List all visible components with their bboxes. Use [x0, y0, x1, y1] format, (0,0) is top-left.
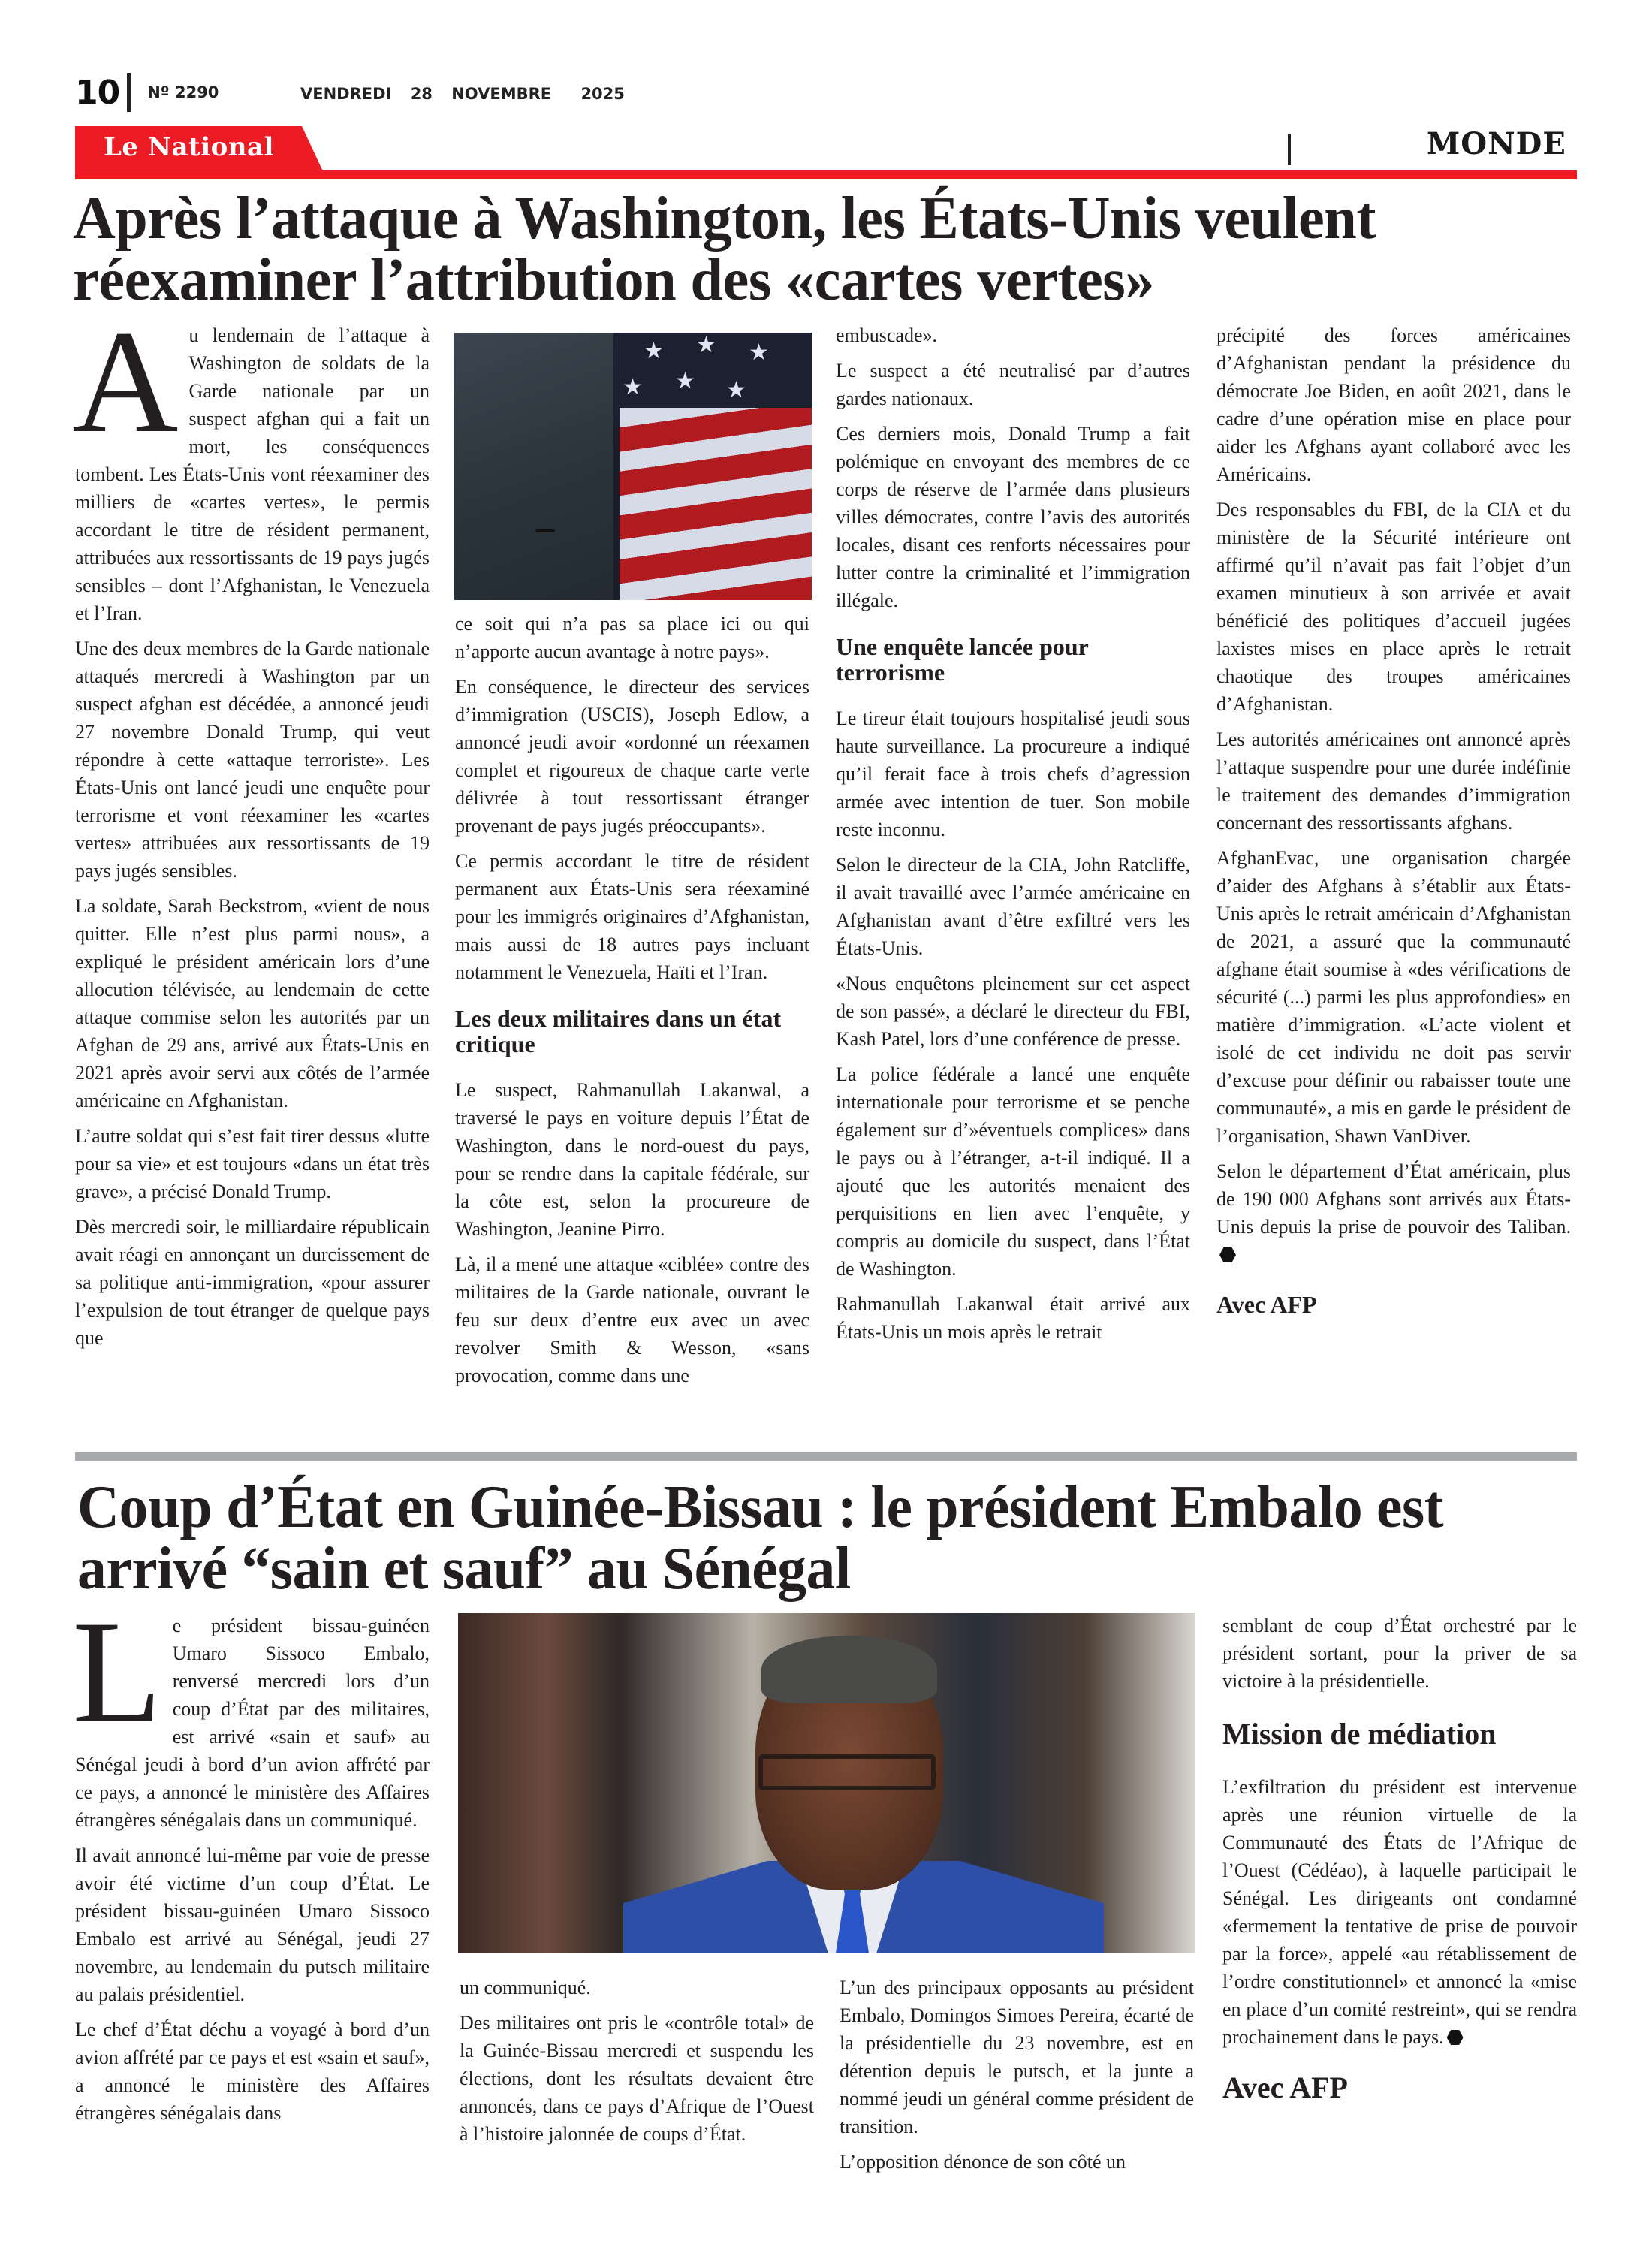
flag-stripes: [620, 408, 812, 600]
paragraph: embuscade».: [836, 324, 938, 346]
paragraph: «Nous enquêtons pleinement sur cet aspect de son passé», a déclaré le directeur du FBI, Kash Patel, lors d’une conférence de presse.: [836, 973, 1190, 1050]
article1-column-2: [455, 610, 809, 1397]
folio-separator: [127, 73, 131, 112]
article2-byline: Avec AFP: [1222, 2071, 1348, 2104]
section-rule: [75, 170, 1577, 179]
article2-headline: Coup d’État en Guinée-Bissau : le président Embalo est arrivé “sain et sauf” au Sénégal: [77, 1474, 1444, 1602]
dropcap: L: [72, 1591, 162, 1754]
paragraph: Là, il a mené une attaque «ciblée» contre des militaires de la Garde nationale, ouvrant le feu sur deux d’entre eux avec un avec revolver Smith & Wesson, «sans provocation, comme dans une: [455, 1253, 809, 1386]
newspaper-brand: Le National: [104, 132, 274, 162]
article2-subhead: Mission de médiation: [1222, 1717, 1497, 1751]
article2-column-4: [1222, 1612, 1577, 2109]
article-divider: [75, 1452, 1577, 1461]
date-year: 2025: [580, 85, 625, 103]
paragraph: Des militaires ont pris le «contrôle total» de la Guinée-Bissau mercredi et suspendu les élections, dont les résultats devaient être annoncés, dans ce pays d’Afrique de l’Ouest à l’histoire jalonnée de coups d’État.: [460, 2012, 814, 2145]
paragraph: précipité des forces américaines d’Afghanistan pendant la présidence du démocrate Joe Biden, en août 2021, dans le cadre d’une opération mise en place pour aider les Afghans ayant collaboré avec les Américains.: [1216, 324, 1571, 485]
airplane-silhouette: [535, 529, 555, 532]
article2-photo-embalo-portrait: [458, 1613, 1195, 1953]
paragraph: Il avait annoncé lui-même par voie de presse avoir été victime d’un coup d’État. Le président bissau-guinéen Umaro Sissoco Embalo est arrivé au Sénégal, jeudi 27 novembre, au lendemain du putsch militaire au palais présidentiel.: [75, 1844, 430, 2005]
paragraph: L’un des principaux opposants au président Embalo, Domingos Simoes Pereira, écarté de la présidentielle du 23 novembre, est en détention depuis le putsch, et la junte a nommé jeudi un général comme président de transition.: [840, 1977, 1194, 2137]
date-day: 28: [410, 85, 433, 103]
paragraph: Une des deux membres de la Garde nationale attaqués mercredi à Washington par un suspect afghan est décédée, a annoncé jeudi 27 novembre Donald Trump, qui veut répondre à cette «attaque terroriste». Les États-Unis ont lancé jeudi une enquête pour terrorisme et vont réexaminer les «cartes vertes» attribuées aux ressortissants de 19 pays jugés sensibles.: [75, 638, 430, 882]
paragraph: Le suspect a été neutralisé par d’autres gardes nationaux.: [836, 360, 1190, 409]
portrait-glasses: [758, 1754, 936, 1790]
paragraph: Ce permis accordant le titre de résident permanent aux États-Unis sera réexaminé pour les immigrés originaires d’Afghanistan, mais aussi de 18 autres pays incluant notamment le Venezuela, Haïti et l’Iran.: [455, 850, 809, 983]
paragraph: La police fédérale a lancé une enquête internationale pour terrorisme et se penche également sur d’»éventuels complices» dans le pays ou à l’étranger, a-t-il indiqué. Il a ajouté que les autorités menaient des perquisitions en lien avec l’enquête, y compris au domicile du suspect, dans l’État de Washington.: [836, 1063, 1190, 1280]
portrait-hair: [761, 1636, 937, 1703]
article1-subhead-1: Les deux militaires dans un état critique: [455, 1005, 782, 1057]
rubric-separator: [1288, 134, 1291, 165]
section-rubric: MONDE: [1427, 126, 1566, 161]
star-icon: ★: [726, 378, 746, 403]
article1-subhead-2: Une enquête lancée pour terrorisme: [836, 633, 1089, 686]
paragraph: semblant de coup d’État orchestré par le président sortant, pour la priver de sa victoire à la présidentielle.: [1222, 1615, 1577, 1692]
article1-photo-us-flag: [454, 333, 812, 600]
article1-lede: Au lendemain de l’attaque à Washington de soldats de la Garde nationale par un suspect afghan qui a fait un mort, les conséquences tombent. Les États-Unis vont réexaminer des milliers de «cartes vertes», le permis accordant le titre de résident permanent, attribuées aux ressortissants de 19 pays jugés sensibles – dont l’Afghanistan, le Venezuela et l’Iran.: [72, 300, 430, 624]
star-icon: ★: [644, 339, 664, 363]
end-of-article-icon: [1219, 1247, 1236, 1262]
paragraph: ce soit qui n’a pas sa place ici ou qui n’apporte aucun avantage à notre pays».: [455, 613, 809, 662]
paragraph: AfghanEvac, une organisation chargée d’aider des Afghans à s’établir aux États-Unis après le retrait américain d’Afghanistan de 2021, a assuré que la communauté afghane était soumise à «des vérifications de sécurité (...) parmi les plus approfondies» en matière d’immigration. «L’acte violent et isolé de cet individu ne doit pas servir d’excuse pour définir ou rabaisser toute une communauté», a mis en garde le président de l’organisation, Shawn VanDiver.: [1216, 847, 1571, 1147]
article2-column-2: [460, 1974, 814, 2155]
article2-lede: Le président bissau-guinéen Umaro Sissoco Embalo, renversé mercredi lors d’un coup d’État par des militaires, est arrivé «sain et sauf» au Sénégal jeudi à bord d’un avion affrété par ce pays, a annoncé le ministère des Affaires étrangères sénégalais dans un communiqué.: [72, 1591, 430, 1831]
paragraph: Des responsables du FBI, de la CIA et du ministère de la Sécurité intérieure ont affirmé qu’il n’avait pas fait l’objet d’un examen minutieux à son arrivée et avait bénéficié des politiques d’accueil jugées laxistes mises en place après le retrait chaotique des troupes américaines d’Afghanistan.: [1216, 499, 1571, 715]
dropcap: A: [72, 300, 179, 463]
paragraph: La soldate, Sarah Beckstrom, «vient de nous quitter. Elle n’est plus parmi nous», a expliqué le président américain lors d’une allocution télévisée, au lendemain de cette attaque commise selon les autorités par un Afghan de 29 ans, arrivé aux États-Unis en 2021 après avoir servi aux côtés de l’armée américaine en Afghanistan.: [75, 895, 430, 1111]
article1-column-1: [72, 300, 430, 1359]
article1-byline: Avec AFP: [1216, 1291, 1317, 1318]
star-icon: ★: [749, 340, 769, 365]
paragraph: Le chef d’État déchu a voyagé à bord d’un avion affrété par ce pays et est «sain et sauf», a annoncé le ministère des Affaires étrangères sénégalais dans: [75, 2019, 430, 2124]
article2-column-1: [72, 1591, 430, 2134]
us-flag: [613, 333, 812, 600]
date-month: NOVEMBRE: [451, 85, 552, 103]
paragraph: L’autre soldat qui s’est fait tirer dessus «lutte pour sa vie» et est toujours «dans un état très grave», a précisé Donald Trump.: [75, 1125, 430, 1202]
star-icon: ★: [675, 369, 695, 394]
paragraph: Rahmanullah Lakanwal était arrivé aux États-Unis un mois après le retrait: [836, 1293, 1190, 1343]
folio: [75, 72, 219, 113]
star-icon: ★: [623, 375, 643, 400]
article2-closing-paragraph: L’exfiltration du président est intervenue après une réunion virtuelle de la Communauté des États de l’Afrique de l’Ouest (Cédéao), à laquelle participait le Sénégal. Les dirigeants ont condamné «fermement la tentative de prise de pouvoir par la force», appelé «au rétablissement de l’ordre constitutionnel» et annoncé la «mise en place d’un comité restreint», qui se rendra prochainement dans le pays.: [1222, 1776, 1577, 2048]
paragraph: Dès mercredi soir, le milliardaire républicain avait réagi en annonçant un durcissement de sa politique anti-immigration, «pour assurer l’expulsion de tout étranger de quelque pays que: [75, 1216, 430, 1349]
issue-number: Nº 2290: [147, 83, 219, 101]
article2-column-3: [840, 1974, 1194, 2183]
paragraph: L’opposition dénonce de son côté un: [840, 2151, 1126, 2173]
article1-closing-paragraph: Selon le département d’État américain, plus de 190 000 Afghans sont arrivés aux États-Unis depuis la prise de pouvoir des Taliban.: [1216, 1157, 1571, 1268]
dateline: [300, 85, 625, 103]
paragraph: Ces derniers mois, Donald Trump a fait polémique en envoyant des membres de ce corps de réserve de l’armée dans plusieurs villes démocrates, contre l’avis des autorités locales, disant ces renforts nécessaires pour lutter contre la criminalité et l’immigration illégale.: [836, 423, 1190, 611]
star-icon: ★: [696, 333, 716, 357]
date-weekday: VENDREDI: [300, 85, 392, 103]
article1-column-4: [1216, 321, 1571, 1326]
paragraph: Le suspect, Rahmanullah Lakanwal, a traversé le pays en voiture depuis l’État de Washington, dans le nord-ouest du pays, pour se rendre dans la capitale fédérale, sur la côte est, selon la procureure de Washington, Jeanine Pirro.: [455, 1079, 809, 1240]
article1-column-3: [836, 321, 1190, 1353]
end-of-article-icon: [1447, 2030, 1464, 2045]
paragraph: un communiqué.: [460, 1977, 591, 1998]
page-number: 10: [75, 73, 120, 112]
paragraph: Selon le directeur de la CIA, John Ratcliffe, il avait travaillé avec l’armée américaine en Afghanistan avant d’être exfiltré vers les États-Unis.: [836, 854, 1190, 959]
paragraph: En conséquence, le directeur des services d’immigration (USCIS), Joseph Edlow, a annoncé jeudi avoir «ordonné un réexamen complet et rigoureux de chaque carte verte délivrée à tout ressortissant étranger provenant de pays jugés préoccupants».: [455, 676, 809, 837]
paragraph: Les autorités américaines ont annoncé après l’attaque suspendre pour une durée indéfinie le traitement des demandes d’immigration concernant des ressortissants afghans.: [1216, 728, 1571, 834]
paragraph: Le tireur était toujours hospitalisé jeudi sous haute surveillance. La procureure a indiqué qu’il ferait face à trois chefs d’agression armée avec intention de tuer. Son mobile reste inconnu.: [836, 707, 1190, 840]
article1-headline: Après l’attaque à Washington, les États-Unis veulent réexaminer l’attribution des «cartes vertes»: [73, 185, 1376, 313]
